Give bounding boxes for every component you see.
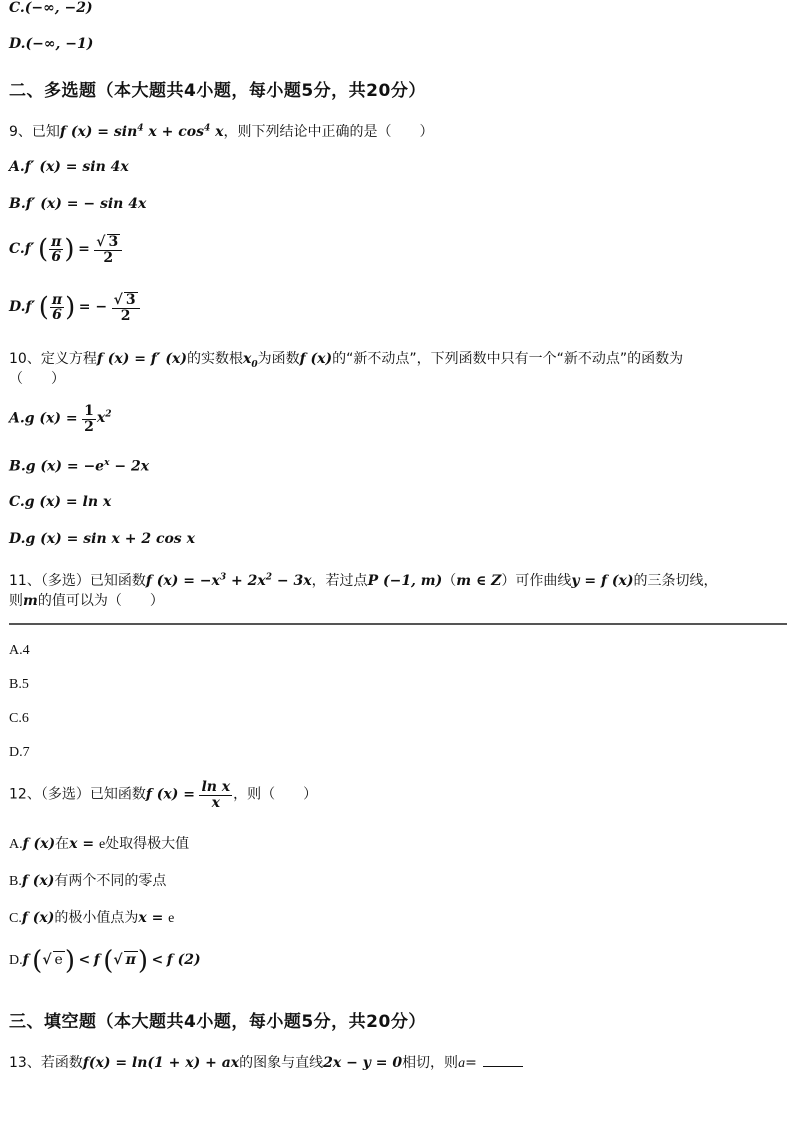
q10-option-d: D.g (x) = sin x + 2 cos x [9, 531, 195, 547]
q10-option-b: B.g $(x) = -e^x - 2x$ [9, 458, 150, 475]
q10-stem-line2: （ ） [9, 371, 65, 387]
q9-option-d: D.f′ ( $\frac{\pi}{6}$ ) = − $\frac{√ 3}{2}$ [9, 292, 141, 323]
section-2-title: 二、多选题（本大题共4小题，每小题5分，共20分） [9, 81, 426, 101]
q8-option-c: C.(−∞, −2) [9, 0, 93, 16]
q10-option-c: C.g (x) = ln x [9, 494, 112, 510]
q11-stem-line2: 则m的值可以为（ ） [9, 593, 164, 609]
q9-option-c: C.f′ ( $\frac{\pi}{6}$ ) = $\frac{√ 3}{2}$ [9, 234, 123, 265]
q11-stem-line1: 11、（多选）已知函数f $(x) = -x^3 + 2x^2 - 3x$，若过点P (−1, m)（m ∈ Z）可作曲线y = f (x)的三条切线， [9, 572, 718, 589]
q13-stem: 13、若函数f(x) = ln(1 + x) + ax的图象与直线2x − y = 0相切，则a= [9, 1052, 523, 1072]
q11-option-b: B.5 [9, 677, 29, 692]
q11-option-a: A.4 [9, 643, 30, 658]
q12-option-b: B.f (x)有两个不同的零点 [9, 873, 167, 889]
q11-option-c: C.6 [9, 711, 29, 726]
q12-option-a: A.f (x)在x = e处取得极大值 [9, 836, 190, 852]
q9-function: f $(x) = \sin^4 x + \cos^4 x$ [59, 123, 224, 140]
q9-stem [9, 121, 434, 141]
q13-answer-blank[interactable] [483, 1054, 523, 1067]
q9-prefix: 9、已知 [9, 124, 60, 140]
q8-option-d: D.(−∞, −1) [9, 36, 94, 52]
q10-option-a: A.g (x) = $\frac{1}{2}$ $x^2$ [9, 403, 112, 435]
page-divider [9, 623, 787, 625]
q11-option-d: D.7 [9, 745, 30, 760]
q12-option-d: D.f (√ e) < f (√ π) < f (2) [9, 946, 201, 976]
q9-option-b: B.f′ (x) = − sin 4x [9, 196, 147, 212]
section-3-title: 三、填空题（本大题共4小题，每小题5分，共20分） [9, 1012, 426, 1032]
q9-option-a: A.f′ (x) = sin 4x [9, 159, 129, 175]
q10-stem-line1: 10、定义方程f (x) = f′ (x)的实数根$x_0$为函数f (x)的“新不动点”，下列函数中只有一个“新不动点”的函数为 [9, 351, 684, 370]
q12-stem: 12、（多选）已知函数f (x) = $\frac{\text{ln x}}{x}$ ，则（ ） [9, 779, 318, 811]
q9-suffix: ，则下列结论中正确的是（ ） [223, 124, 434, 140]
q12-option-c: C.f (x)的极小值点为x = e [9, 910, 175, 926]
